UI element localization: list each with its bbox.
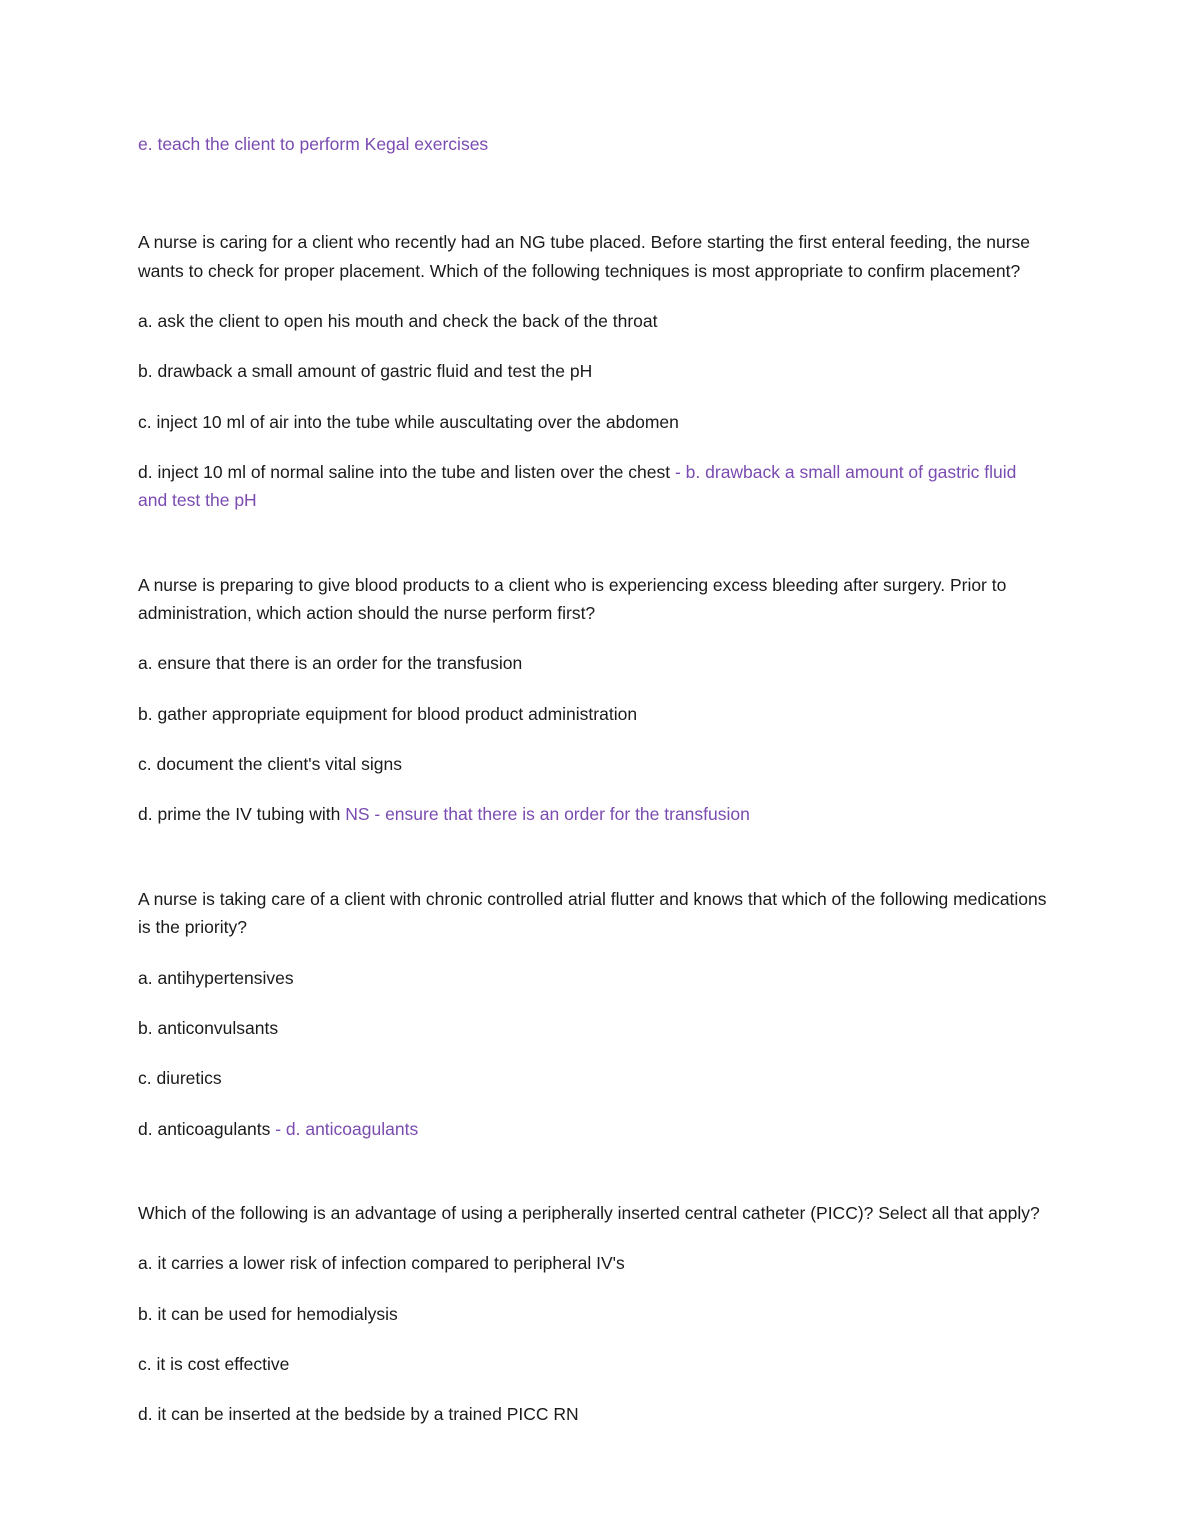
option-a: a. ask the client to open his mouth and check the back of the throat [138, 311, 658, 332]
spacer [138, 184, 1050, 228]
option-d: d. it can be inserted at the bedside by a trained PICC RN [138, 1404, 579, 1425]
answer-key: - d. anticoagulants [275, 1118, 419, 1139]
question-block-1 [138, 228, 1050, 514]
option-d-with-answer [138, 458, 1050, 515]
answer-key: - b. drawback a small amount of gastric fluid and test the pH [138, 462, 1017, 511]
question-stem: A nurse is caring for a client who recently had an NG tube placed. Before starting the first enteral feeding, the nurse wants to check for proper placement. Which of the following techniques is most appropriate to confirm placement? [138, 232, 1031, 281]
option-a: a. it carries a lower risk of infection compared to peripheral IV's [138, 1253, 625, 1274]
option-c: c. diuretics [138, 1068, 222, 1089]
question-stem: Which of the following is an advantage of using a peripherally inserted central catheter (PICC)? Select all that apply? [138, 1202, 1040, 1223]
question-stem: A nurse is taking care of a client with chronic controlled atrial flutter and knows that which of the following medications is the priority? [138, 888, 1047, 938]
question-block-3 [138, 885, 1050, 1143]
carryover-option: e. teach the client to perform Kegal exercises [138, 134, 489, 154]
option-b: b. drawback a small amount of gastric fluid and test the pH [138, 361, 593, 382]
option-a: a. ensure that there is an order for the transfusion [138, 653, 523, 674]
option-c: c. inject 10 ml of air into the tube while auscultating over the abdomen [138, 411, 679, 432]
answer-key: NS - ensure that there is an order for the transfusion [345, 804, 750, 825]
option-d-text: d. prime the IV tubing with [138, 804, 346, 825]
option-b: b. it can be used for hemodialysis [138, 1303, 398, 1324]
option-d-with-answer [138, 1115, 1050, 1143]
option-d-text: d. inject 10 ml of normal saline into the tube and listen over the chest [138, 462, 675, 483]
question-block-4 [138, 1199, 1050, 1429]
option-d-text: d. anticoagulants [138, 1118, 276, 1139]
spacer [138, 1165, 1050, 1199]
question-stem: A nurse is preparing to give blood products to a client who is experiencing excess bleeding after surgery. Prior to administration, which action should the nurse perform first? [138, 574, 1007, 624]
option-a: a. antihypertensives [138, 967, 294, 988]
option-d-with-answer [138, 800, 1050, 828]
spacer [138, 537, 1050, 571]
option-b: b. gather appropriate equipment for blood product administration [138, 703, 638, 724]
spacer [138, 851, 1050, 885]
option-c: c. it is cost effective [138, 1353, 290, 1374]
question-block-2 [138, 571, 1050, 829]
option-b: b. anticonvulsants [138, 1017, 279, 1038]
option-c: c. document the client's vital signs [138, 754, 403, 775]
